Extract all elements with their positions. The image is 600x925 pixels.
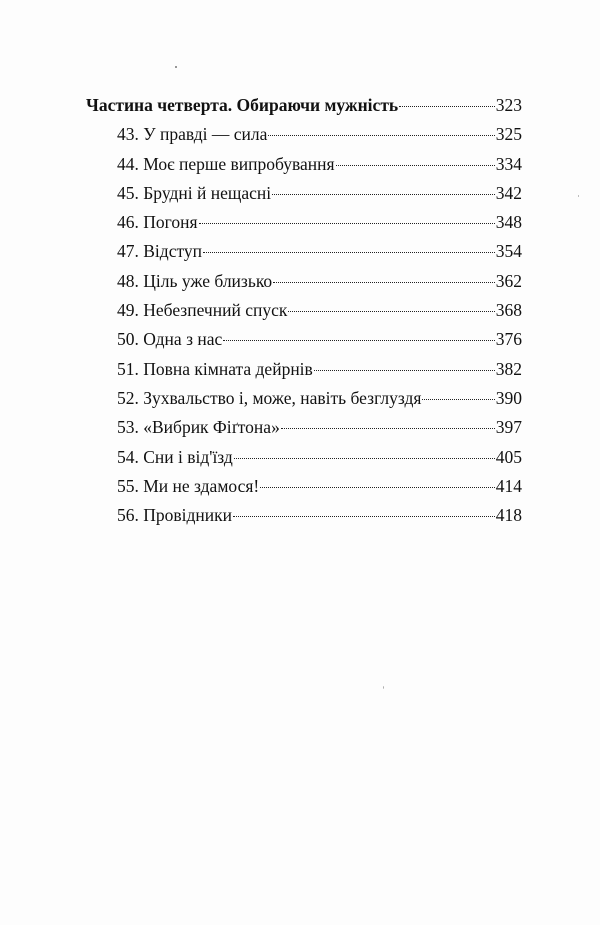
dot-leader	[199, 223, 495, 224]
toc-chapter-entry	[86, 179, 522, 208]
dot-leader	[268, 135, 494, 136]
dot-leader	[203, 252, 495, 253]
toc-page-number: 354	[495, 241, 522, 262]
toc-chapter-entry	[86, 267, 522, 296]
dot-leader	[272, 194, 495, 195]
toc-chapter-title: 45. Брудні й нещасні	[117, 182, 272, 203]
toc-page-number: 323	[495, 95, 522, 115]
toc-chapter-title: 51. Повна кімната дейрнів	[117, 358, 313, 379]
dot-leader	[234, 458, 495, 459]
toc-page-number: 362	[495, 270, 522, 291]
toc-page-number: 418	[495, 505, 522, 526]
toc-chapter-entry	[86, 355, 522, 384]
toc-chapter-title: 53. «Вибрик Фіґтона»	[117, 417, 280, 438]
toc-page-number: 348	[495, 212, 522, 233]
toc-chapter-title: 54. Сни і від'їзд	[117, 446, 233, 467]
dot-leader	[223, 340, 494, 341]
dot-leader	[314, 370, 495, 371]
toc-chapter-title: 50. Одна з нас	[117, 329, 223, 350]
toc-chapter-title: 52. Зухвальство і, може, навіть безглуздя	[117, 387, 422, 408]
toc-chapter-entry	[86, 413, 522, 442]
dot-leader	[260, 487, 495, 488]
toc-chapter-entry	[86, 472, 522, 501]
toc-chapter-title: 46. Погоня	[117, 212, 198, 233]
toc-chapter-entry	[86, 443, 522, 472]
toc-chapter-title: 47. Відступ	[117, 241, 202, 262]
toc-chapter-entry	[86, 384, 522, 413]
toc-chapter-entry	[86, 150, 522, 179]
dot-leader	[273, 282, 495, 283]
toc-page-number: 414	[495, 475, 522, 496]
toc-page-number: 342	[495, 182, 522, 203]
dot-leader	[422, 399, 494, 400]
dot-leader	[336, 165, 495, 166]
toc-chapter-entry	[86, 237, 522, 266]
paper-speck	[175, 66, 177, 68]
toc-page-number: 390	[495, 387, 522, 408]
toc-chapter-entry	[86, 120, 522, 149]
toc-part-title: Частина четверта. Обираючи мужність	[86, 95, 399, 115]
dot-leader	[399, 106, 495, 107]
toc-chapter-title: 49. Небезпечний спуск	[117, 300, 288, 321]
toc-chapter-title: 43. У правді — сила	[117, 124, 268, 145]
toc-chapter-title: 56. Провідники	[117, 505, 233, 526]
toc-chapter-entry	[86, 296, 522, 325]
dot-leader	[233, 516, 495, 517]
toc-chapter-entry	[86, 208, 522, 237]
toc-chapter-title: 55. Ми не здамося!	[117, 475, 260, 496]
toc-page-number: 397	[495, 417, 522, 438]
toc-chapter-entry	[86, 325, 522, 354]
toc-chapter-title: 44. Моє перше випробування	[117, 153, 335, 174]
toc-chapter-entry	[86, 501, 522, 530]
toc-page-number: 382	[495, 358, 522, 379]
toc-page-number: 334	[495, 153, 522, 174]
toc-page-number: 376	[495, 329, 522, 350]
dot-leader	[288, 311, 494, 312]
toc-chapter-title: 48. Ціль уже близько	[117, 270, 273, 291]
toc-page-number: 405	[495, 446, 522, 467]
paper-speck	[578, 195, 579, 197]
toc-part-entry	[86, 91, 522, 120]
toc-page-number: 325	[495, 124, 522, 145]
paper-speck	[383, 686, 384, 689]
toc-page-number: 368	[495, 300, 522, 321]
table-of-contents	[86, 91, 522, 530]
dot-leader	[281, 428, 495, 429]
